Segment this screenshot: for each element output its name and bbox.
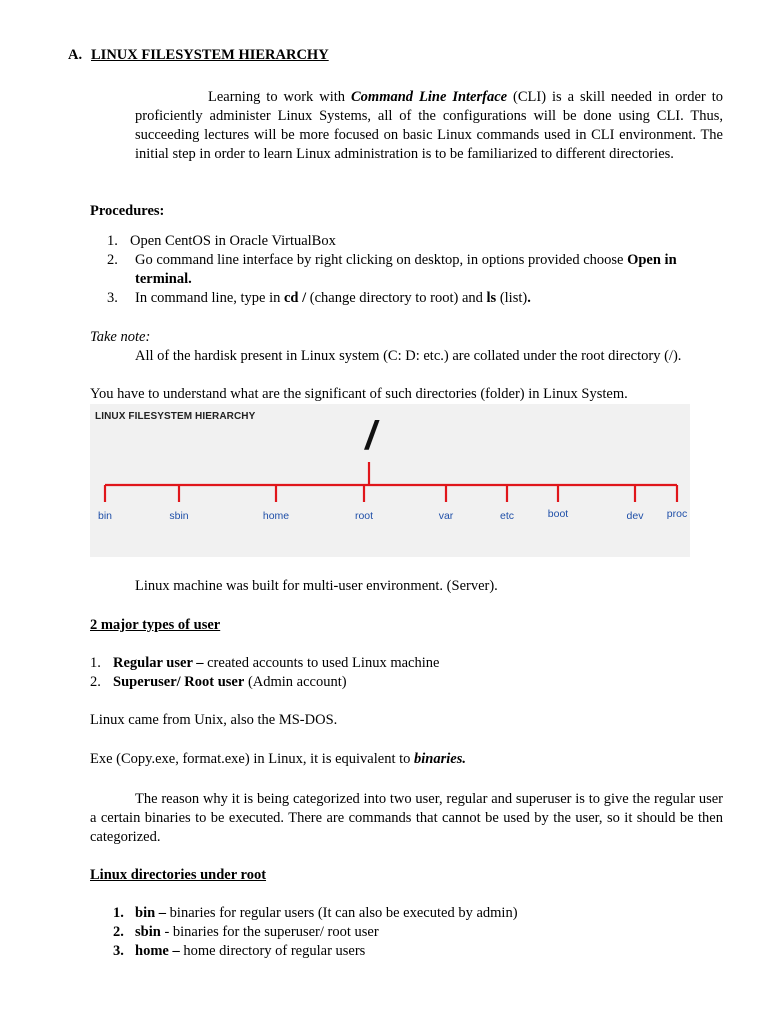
root-dir-3-name: home – [135,943,184,959]
directory-label-root: root [354,510,374,522]
user-type-num-1: 1. [90,655,101,671]
root-slash-symbol: / [362,414,382,458]
root-dir-2-name: sbin [135,924,161,940]
hierarchy-tree-lines [90,404,690,557]
exe-line-text: Exe (Copy.exe, format.exe) in Linux, it is equivalent to [90,751,415,767]
root-dir-item-3 [135,943,365,960]
multiuser-line: Linux machine was built for multi-user environment. (Server). [135,578,498,594]
understand-line: You have to understand what are the significant of such directories (folder) in Linux System. [90,386,628,402]
procedure-item-2-bold-cont: terminal. [135,271,192,287]
root-dir-num-1: 1. [113,905,124,921]
procedures-heading: Procedures: [90,203,165,219]
procedure-item-2-text: Go command line interface by right clicking on desktop, in options provided choose [135,252,628,268]
directory-label-var: var [438,510,454,522]
root-dir-1-name: bin – [135,905,170,921]
root-dir-item-2 [135,924,379,941]
user-type-1-desc: created accounts to used Linux machine [207,655,440,671]
unix-line: Linux came from Unix, also the MS-DOS. [90,712,338,728]
take-note-text: All of the hardisk present in Linux system (C: D: etc.) are collated under the root directory (/). [135,348,682,364]
directory-label-sbin: sbin [169,510,189,522]
user-type-item-2 [113,674,347,691]
reason-paragraph: The reason why it is being categorized into two user, regular and superuser is to give the regular user a certain binaries to be executed. There are commands that cannot be used by the user, so it should be then categorized. [90,791,723,845]
user-types-heading: 2 major types of user [90,617,221,633]
procedure-item-2-bold: Open in [627,252,677,268]
take-note-label: Take note: [90,329,151,345]
user-type-1-name: Regular user – [113,655,208,671]
ls-command: ls [486,290,497,306]
root-dir-num-3: 3. [113,943,124,959]
intro-text-before: Learning to work with [208,89,351,105]
root-dir-item-1 [135,905,518,922]
procedure-item-3 [135,290,531,307]
procedure-num-2: 2. [107,252,118,268]
root-dir-3-desc: home directory of regular users [183,943,366,959]
procedure-item-3-text-a: In command line, type in [135,290,284,306]
filesystem-hierarchy-diagram [90,404,690,557]
procedure-item-3-text-c: (list) [496,290,528,306]
procedure-num-3: 3. [107,290,118,306]
directory-label-bin: bin [97,510,113,522]
diagram-title: LINUX FILESYSTEM HIERARCHY [95,411,256,422]
directory-label-home: home [262,510,290,522]
intro-paragraph [135,88,723,164]
procedure-item-3-text-b: (change directory to root) and [306,290,487,306]
user-type-2-name: Superuser/ Root user [113,674,245,690]
root-dirs-heading: Linux directories under root [90,867,267,883]
user-type-num-2: 2. [90,674,101,690]
procedure-num-1: 1. [107,233,118,249]
procedure-item-3-period: . [527,290,531,306]
root-dir-num-2: 2. [113,924,124,940]
cd-command: cd / [284,290,307,306]
directory-label-boot: boot [547,508,569,520]
user-type-item-1 [113,655,439,672]
procedure-item-2 [135,252,677,269]
directory-label-proc: proc [666,508,688,520]
user-type-2-desc: (Admin account) [244,674,347,690]
section-prefix: A. [68,47,83,63]
binaries-emphasis: binaries. [414,751,466,767]
exe-line [90,751,466,768]
section-title: LINUX FILESYSTEM HIERARCHY [91,47,329,63]
root-dir-2-desc: - binaries for the superuser/ root user [160,924,379,940]
intro-text-after: (CLI) is a skill needed in order to proficiently administer Linux Systems, all of the configurations will be done using CLI. Thus, succeeding lectures will be more focused on basic Linux commands used in CLI environment. The initial step in order to learn Linux administration is to be familiarized to different directories. [135,89,723,162]
directory-label-dev: dev [626,510,644,522]
intro-emphasis: Command Line Interface [351,89,508,105]
directory-label-etc: etc [499,510,515,522]
procedure-item-1: Open CentOS in Oracle VirtualBox [130,233,336,249]
root-dir-1-desc: binaries for regular users (It can also be executed by admin) [169,905,518,921]
